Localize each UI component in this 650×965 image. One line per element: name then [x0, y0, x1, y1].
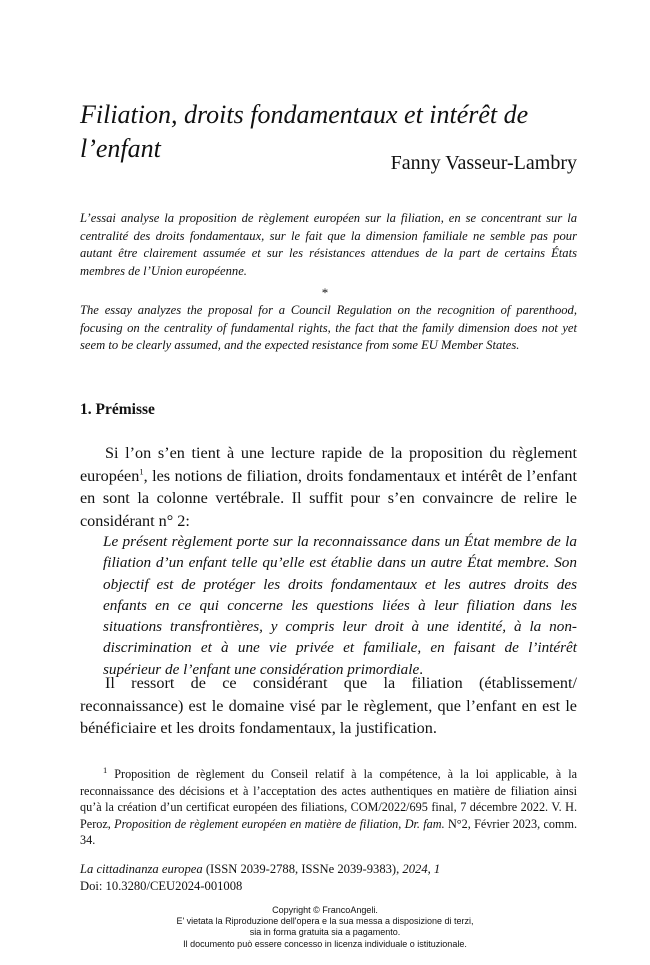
journal-issn: (ISSN 2039-2788, ISSNe 2039-9383), [202, 862, 403, 876]
quote-end: . [419, 660, 424, 678]
footnote-separator-text: , [398, 816, 405, 831]
block-quote [103, 531, 577, 680]
copyright-line-4: Il documento può essere concesso in licenza individuale o istituzionale. [183, 938, 467, 949]
quote-text: Le présent règlement porte sur la reconnaissance dans un État membre de la filiation d’un enfant telle qu’elle est établie dans un autre État membre. Son objectif est de protéger les droits fondamentaux et les autres droits des enfants en ce qui concerne les questions liées à leur filiation dans les situations transfrontières, y compris leur droit à une identité, à la non-discrimination et à une vie privée et familiale, en faisant de l’intérêt supérieur de l’enfant une considération primordiale [103, 533, 577, 678]
copyright-notice [0, 905, 650, 950]
footnote-mark: 1 [103, 764, 108, 775]
copyright-line-3: sia in forma gratuita sia a pagamento. [249, 927, 401, 938]
abstract-english: The essay analyzes the proposal for a Council Regulation on the recognition of parenthood, focusing on the centrality of fundamental rights, the fact that the family dimension does not yet seem to be clearly assumed, and the expected resistance from some EU Member States. [80, 303, 577, 353]
author-name: Fanny Vasseur-Lambry [390, 152, 577, 174]
article-title: Filiation, droits fondamentaux et intérêt de l’enfant [80, 100, 529, 163]
paragraph-1-text-b: , les notions de filiation, droits fondamentaux et intérêt de l’enfant en sont la colonne vertébrale. Il suffit pour s’en convaincre de relire le considérant n° 2: [80, 466, 577, 530]
journal-line [80, 861, 440, 878]
journal-name: La cittadinanza europea [80, 862, 203, 876]
body-paragraph-1 [80, 442, 577, 532]
footnote-text-end: N°2, Février 2023, comm. 34. [80, 816, 577, 848]
abstract-french: L’essai analyse la proposition de règlement européen sur la filiation, en se concentrant sur la centralité des droits fondamentaux, sur le fait que la dimension familiale ne semble pas pour autant être clairement assumée et sur les résistances attendues de la part de certains États membres de l’Union européenne. [80, 211, 577, 278]
abstract-separator: * [321, 285, 329, 300]
footnote-journal-abbrev: Dr. fam. [404, 816, 445, 831]
copyright-line-2: E' vietata la Riproduzione dell'opera e la sua messa a disposizione di terzi, [176, 916, 474, 927]
journal-doi[interactable]: Doi: 10.3280/CEU2024-001008 [80, 878, 243, 893]
body-paragraph-2: Il ressort de ce considérant que la filiation (établissement/ reconnaissance) est le domaine visé par le règlement, que l’enfant en est le bénéficiaire et les droits fondamentaux, la justification. [80, 674, 577, 737]
journal-issue: 2024, 1 [402, 862, 441, 876]
paragraph-1-text-a: Si l’on s’en tient à une lecture rapide de la proposition du règlement européen [80, 444, 577, 485]
copyright-line-1: Copyright © FrancoAngeli. [272, 905, 378, 915]
footnote-reference[interactable]: 1 [139, 466, 144, 477]
section-heading: 1. Prémisse [80, 401, 155, 418]
footnote [80, 766, 577, 849]
footnote-cited-title: Proposition de règlement européen en matière de filiation [114, 816, 399, 831]
footnote-text: Proposition de règlement du Conseil relatif à la compétence, à la loi applicable, à la reconnaissance des décisions et à l’acceptation des actes authentiques en matière de filiation ainsi qu’à la création d’un certificat européen des filiations, COM/2022/695 final, 7 décembre 2022. V. H. Peroz, [80, 767, 577, 831]
journal-info [80, 861, 440, 894]
